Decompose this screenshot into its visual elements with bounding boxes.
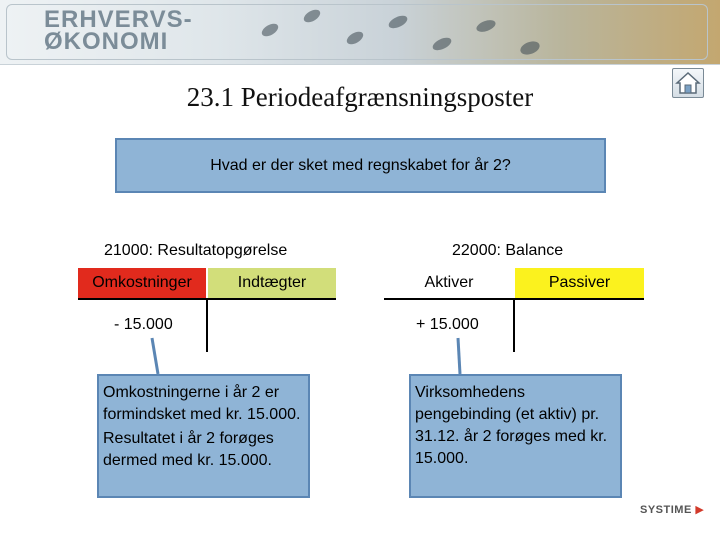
passiver-label: Passiver	[548, 274, 611, 291]
left-note-line2: Resultatet i år 2 forøges dermed med kr. 15.000.	[103, 430, 274, 469]
left-account-title: 21000: Resultatopgørelse	[104, 242, 288, 259]
omkostninger-label: Omkostninger	[92, 274, 192, 291]
logo-text-line2: ØKONOMI	[44, 28, 169, 55]
logo-text-line1: ERHVERVS-	[44, 6, 193, 33]
left-explanation-note	[97, 374, 310, 498]
right-explanation-note	[409, 374, 622, 498]
right-account-title: 22000: Balance	[452, 242, 564, 259]
question-text: Hvad er der sket med regnskabet for år 2?	[210, 156, 511, 174]
right-note-line1: Virksomhedens pengebinding (et aktiv) pr. 31.12. år 2 forøges med kr. 15.000.	[415, 384, 608, 467]
publisher-name: SYSTIME	[640, 504, 692, 516]
right-account-amount: + 15.000	[416, 316, 479, 333]
publisher-logo	[640, 503, 704, 516]
aktiver-label: Aktiver	[424, 274, 474, 291]
indtaegter-label: Indtægter	[237, 274, 307, 291]
left-account-amount: - 15.000	[114, 316, 173, 333]
left-note-line1: Omkostningerne i år 2 er formindsket med kr. 15.000.	[103, 384, 301, 423]
triangle-icon: ▶	[691, 504, 705, 516]
page-title: 23.1 Periodeafgrænsningsposter	[186, 82, 534, 112]
